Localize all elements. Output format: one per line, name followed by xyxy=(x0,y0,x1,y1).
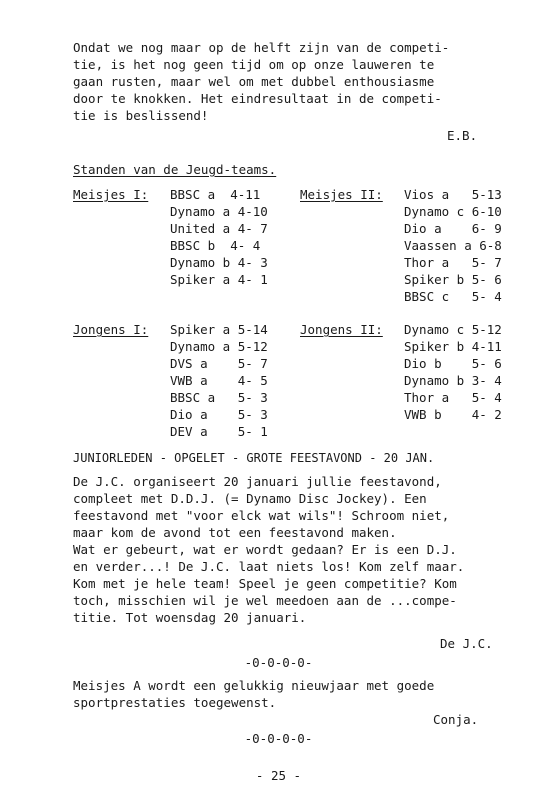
table-row: Thor a 5- 7 xyxy=(404,255,502,270)
intro-line: tie is beslissend! xyxy=(73,108,209,123)
table-row: Dynamo a 5-12 xyxy=(170,339,268,354)
table-row: Dynamo b 4- 3 xyxy=(170,255,268,270)
separator: -0-0-0-0- xyxy=(244,655,313,670)
table-row: DVS a 5- 7 xyxy=(170,356,268,371)
table-row: BBSC a 5- 3 xyxy=(170,390,268,405)
girls2-label: Meisjes II: xyxy=(300,187,383,202)
closing-line: sportprestaties toegewenst. xyxy=(73,695,277,710)
junior-line: Wat er gebeurt, wat er wordt gedaan? Er is een D.J. xyxy=(73,542,457,557)
separator: -0-0-0-0- xyxy=(244,731,313,746)
table-row: Dio a 6- 9 xyxy=(404,221,502,236)
table-row: BBSC c 5- 4 xyxy=(404,289,502,304)
table-row: DEV a 5- 1 xyxy=(170,424,268,439)
junior-line: titie. Tot woensdag 20 januari. xyxy=(73,610,307,625)
intro-line: door te knokken. Het eindresultaat in de competi- xyxy=(73,91,442,106)
table-row: BBSC a 4-11 xyxy=(170,187,261,202)
table-row: Dio b 5- 6 xyxy=(404,356,502,371)
junior-heading: JUNIORLEDEN - OPGELET - GROTE FEESTAVOND - 20 JAN. xyxy=(73,451,435,465)
table-row: Spiker b 4-11 xyxy=(404,339,502,354)
junior-signature: De J.C. xyxy=(440,636,493,651)
closing-line: Meisjes A wordt een gelukkig nieuwjaar met goede xyxy=(73,678,435,693)
table-row: Spiker b 5- 6 xyxy=(404,272,502,287)
boys2-label: Jongens II: xyxy=(300,322,383,337)
table-row: VWB a 4- 5 xyxy=(170,373,268,388)
table-row: VWB b 4- 2 xyxy=(404,407,502,422)
table-row: Dynamo a 4-10 xyxy=(170,204,268,219)
junior-line: maar kom de avond tot een feestavond maken. xyxy=(73,525,397,540)
junior-line: Kom met je hele team! Speel je geen competitie? Kom xyxy=(73,576,457,591)
table-row: Vaassen a 6-8 xyxy=(404,238,502,253)
table-row: Dynamo c 6-10 xyxy=(404,204,502,219)
intro-signature: E.B. xyxy=(447,128,478,143)
table-row: Thor a 5- 4 xyxy=(404,390,502,405)
table-row: BBSC b 4- 4 xyxy=(170,238,261,253)
table-row: Vios a 5-13 xyxy=(404,187,502,202)
table-row: Dio a 5- 3 xyxy=(170,407,268,422)
standings-title: Standen van de Jeugd-teams. xyxy=(73,162,277,177)
table-row: United a 4- 7 xyxy=(170,221,268,236)
junior-line: toch, misschien wil je wel meedoen aan de ...compe- xyxy=(73,593,457,608)
intro-line: tie, is het nog geen tijd om op onze lauweren te xyxy=(73,57,435,72)
girls1-label: Meisjes I: xyxy=(73,187,149,202)
junior-line: De J.C. organiseert 20 januari jullie feestavond, xyxy=(73,474,442,489)
junior-line: compleet met D.D.J. (= Dynamo Disc Jockey). Een xyxy=(73,491,427,506)
table-row: Spiker a 4- 1 xyxy=(170,272,268,287)
boys1-label: Jongens I: xyxy=(73,322,149,337)
page-number: - 25 - xyxy=(255,768,302,783)
intro-line: Ondat we nog maar op de helft zijn van de competi- xyxy=(73,40,450,55)
table-row: Dynamo b 3- 4 xyxy=(404,373,502,388)
table-row: Dynamo c 5-12 xyxy=(404,322,502,337)
table-row: Spiker a 5-14 xyxy=(170,322,268,337)
junior-line: feestavond met "voor elck wat wils"! Schroom niet, xyxy=(73,508,450,523)
intro-line: gaan rusten, maar wel om met dubbel enthousiasme xyxy=(73,74,435,89)
closing-signature: Conja. xyxy=(433,712,479,727)
junior-line: en verder...! De J.C. laat niets los! Kom zelf maar. xyxy=(73,559,465,574)
